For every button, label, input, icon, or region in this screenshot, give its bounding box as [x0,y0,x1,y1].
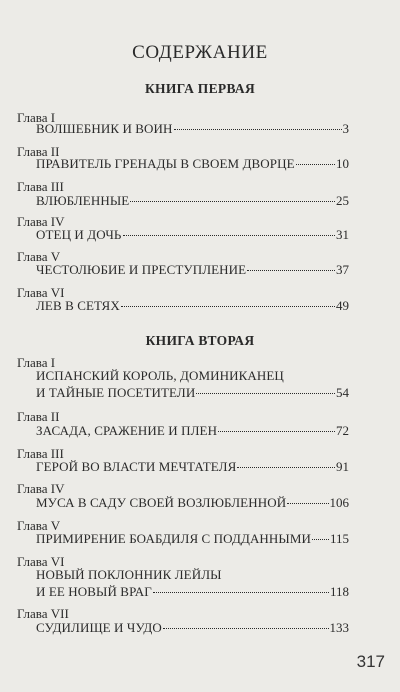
chapter-title: ПРИМИРЕНИЕ БОАБДИЛЯ С ПОДДАННЫМИ [36,531,311,546]
chapter-label: Глава III [17,446,64,461]
page-number: 25 [336,193,349,208]
chapter-label: Глава V [17,249,61,264]
toc-entry-line-1[interactable] [36,368,349,384]
chapter-title: ВЛЮБЛЕННЫЕ [36,193,130,208]
page-number: 72 [336,423,349,438]
toc-entry[interactable] [36,459,349,475]
book-heading: КНИГА ВТОРАЯ [145,333,255,348]
chapter-title: ГЕРОЙ ВО ВЛАСТИ МЕЧТАТЕЛЯ [36,459,237,474]
dot-leader [237,467,335,468]
dot-leader [121,306,335,307]
chapter-title: ЛЕВ В СЕТЯХ [36,298,120,313]
chapter-title: ЗАСАДА, СРАЖЕНИЕ И ПЛЕН [36,423,218,438]
page-number: 31 [336,227,349,242]
chapter-title: СУДИЛИЩЕ И ЧУДО [36,620,162,635]
toc-entry-line-1[interactable] [36,567,349,583]
chapter-label: Глава VII [17,606,69,621]
toc-entry[interactable] [36,423,349,439]
book-heading: КНИГА ПЕРВАЯ [144,81,256,96]
dot-leader [163,628,329,629]
chapter-label: Глава IV [17,481,65,496]
page-number: 133 [329,620,349,635]
dot-leader [247,270,335,271]
chapter-title: ЧЕСТОЛЮБИЕ И ПРЕСТУПЛЕНИЕ [36,262,247,277]
chapter-label: Глава II [17,144,60,159]
chapter-title: ОТЕЦ И ДОЧЬ [36,227,122,242]
chapter-label: Глава III [17,179,64,194]
page-number: 106 [329,495,349,510]
chapter-label: Глава VI [17,554,65,569]
chapter-label: Глава V [17,518,61,533]
page-number: 3 [342,121,349,136]
dot-leader [123,235,336,236]
chapter-title: ВОЛШЕБНИК И ВОИН [36,121,173,136]
chapter-label: Глава I [17,110,56,125]
toc-entry[interactable] [36,262,349,278]
dot-leader [153,592,329,593]
toc-entry[interactable] [36,495,349,511]
dot-leader [296,164,335,165]
dot-leader [130,201,335,202]
chapter-title-cont: И ТАЙНЫЕ ПОСЕТИТЕЛИ [36,385,196,400]
chapter-label: Глава II [17,409,60,424]
toc-entry[interactable] [36,620,349,636]
chapter-title: ИСПАНСКИЙ КОРОЛЬ, ДОМИНИКАНЕЦ [36,368,284,383]
page-number: 91 [336,459,349,474]
chapter-label: Глава IV [17,214,65,229]
toc-entry[interactable] [36,584,349,600]
toc-entry[interactable] [36,156,349,172]
toc-entry[interactable] [36,121,349,137]
toc-entry[interactable] [36,298,349,314]
chapter-label: Глава I [17,355,56,370]
page-number: 49 [336,298,349,313]
chapter-title: НОВЫЙ ПОКЛОННИК ЛЕЙЛЫ [36,567,222,582]
chapter-title-cont: И ЕЕ НОВЫЙ ВРАГ [36,584,152,599]
page-number: 54 [336,385,349,400]
dot-leader [312,539,329,540]
page-folio: 317 [356,652,385,671]
page-number: 115 [329,531,349,546]
page-title: СОДЕРЖАНИЕ [132,42,268,63]
dot-leader [287,503,328,504]
dot-leader [218,431,335,432]
chapter-label: Глава VI [17,285,65,300]
toc-entry[interactable] [36,193,349,209]
page-number: 37 [336,262,349,277]
toc-entry[interactable] [36,385,349,401]
chapter-title: МУСА В САДУ СВОЕЙ ВОЗЛЮБЛЕННОЙ [36,495,287,510]
page-number: 118 [329,584,349,599]
toc-entry[interactable] [36,531,349,547]
chapter-title: ПРАВИТЕЛЬ ГРЕНАДЫ В СВОЕМ ДВОРЦЕ [36,156,295,171]
dot-leader [196,393,335,394]
dot-leader [174,129,342,130]
page-number: 10 [336,156,349,171]
toc-entry[interactable] [36,227,349,243]
